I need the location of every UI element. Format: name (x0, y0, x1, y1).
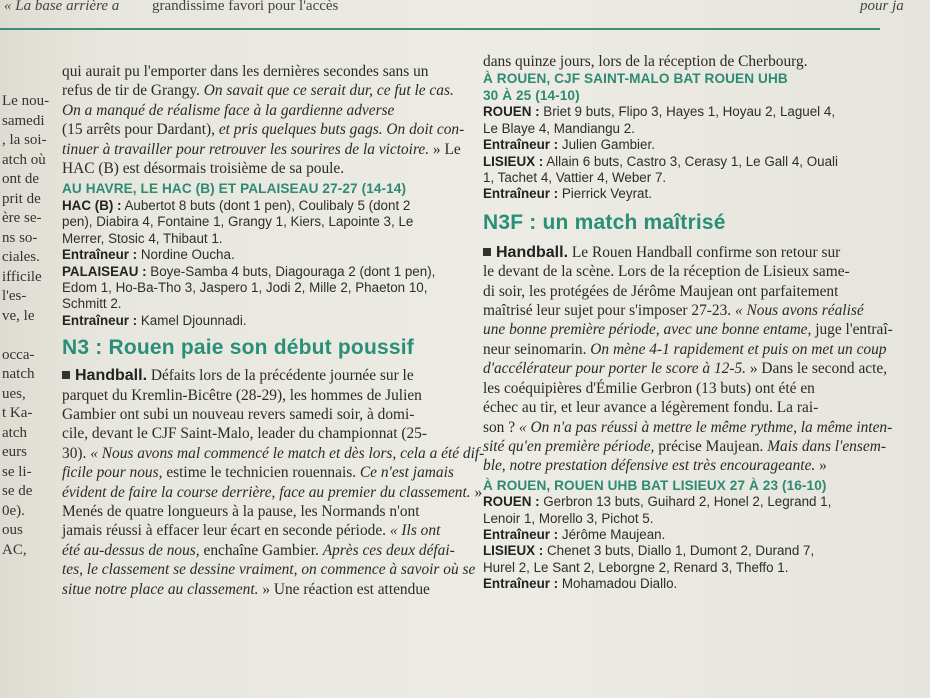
section-kicker (62, 367, 147, 384)
article-continuation (62, 62, 465, 178)
lineup-line (62, 296, 460, 312)
plain-text: Menés de quatre longueurs à la pause, les Normands n'ont (62, 503, 420, 521)
fragment-line: ère se- (2, 210, 42, 226)
plain-text: di soir, les protégées de Jérôme Maujean ont parfaitement (483, 282, 839, 300)
plain-text: Gerbron 13 buts, Guihard 2, Honel 2, Legrand 1, (539, 494, 832, 510)
plain-text: » (470, 483, 483, 501)
team-label: HAC (B) : (62, 197, 122, 213)
article-n3f-line (483, 262, 905, 281)
plain-text: Gambier ont subi un nouveau revers samedi soir, à domi- (62, 406, 415, 423)
section-kicker (483, 244, 568, 261)
article-n3f-line (483, 320, 905, 339)
plain-text: HAC (B) est désormais troisième de sa poule. (62, 160, 345, 178)
quote-text: Après ces deux défai- (322, 541, 455, 559)
quote-text: Ce n'est jamais (359, 464, 454, 482)
quote-text: « Ils ont (389, 522, 441, 540)
result-lineups-havre (62, 198, 460, 329)
quote-text: situe notre place au classement. (62, 580, 259, 598)
plain-text: 30). (62, 444, 91, 462)
headline-n3f: N3F : un match maîtrisé (483, 210, 726, 234)
fragment-line: atch où (2, 151, 46, 168)
kicker-square-icon (62, 371, 70, 379)
plain-text: Kamel Djounnadi. (137, 312, 247, 328)
top-strip (0, 0, 930, 30)
article-n3f-line (483, 243, 905, 262)
article-n3-line (62, 521, 460, 540)
section-rule (0, 28, 880, 30)
team-label: PALAISEAU : (62, 263, 147, 279)
article-continuation-right: dans quinze jours, lors de la réception de Cherbourg. (483, 53, 808, 70)
article-n3-line (62, 502, 460, 521)
article-n3-line (62, 424, 460, 443)
lineup-line (62, 214, 460, 230)
fragment-line: eurs (2, 444, 27, 460)
team-label: LISIEUX : (483, 153, 544, 169)
result-title-rouen-lisieux: À ROUEN, ROUEN UHB BAT LISIEUX 27 À 23 (16-10) (483, 477, 827, 493)
lineup-line (483, 104, 905, 120)
plain-text: Allain 6 buts, Castro 3, Cerasy 1, Le Gall 4, Ouali (543, 153, 839, 169)
fragment-line: ues, (2, 385, 26, 402)
team-label: Entraîneur : (483, 527, 559, 543)
team-label: ROUEN : (483, 104, 540, 120)
article-n3-line (62, 463, 460, 482)
plain-text: Schmitt 2. (62, 296, 122, 312)
article-n3-line (62, 580, 460, 599)
fragment-line: ifficile (2, 268, 42, 285)
plain-text: jamais réussi à effacer leur écart en seconde période. (62, 522, 390, 540)
article-n3f-line (483, 340, 905, 359)
lineup-line (62, 247, 460, 263)
top-strip-left-text: « La base arrière a (4, 0, 120, 14)
quote-text: ble, notre prestation défensive est très encourageante. (483, 457, 816, 475)
continuation-line (62, 81, 460, 100)
article-n3f-line (483, 359, 905, 378)
kicker-square-icon (483, 248, 491, 256)
right-article-column (483, 52, 905, 593)
quote-text: tinuer à travailler pour retrouver les sourires de la victoire. (62, 140, 430, 158)
kicker-label: Handball. (496, 243, 569, 261)
lineup-line (62, 280, 460, 296)
quote-text: été au-dessus de nous, (62, 541, 200, 559)
fragment-line: l'es- (2, 288, 27, 304)
article-n3-body (62, 366, 485, 599)
quote-text: Mais dans l'ensem- (767, 437, 886, 455)
plain-text: parquet du Kremlin-Bicêtre (28-29), les hommes de Julien (62, 386, 422, 404)
team-label: Entraîneur : (483, 137, 559, 153)
lineup-line (483, 527, 905, 543)
plain-text: enchaîne Gambier. (199, 541, 323, 559)
plain-text: » Une réaction est attendue (258, 580, 430, 598)
plain-text: Hurel 2, Le Sant 2, Leborgne 2, Renard 3, Theffo 1. (483, 559, 789, 575)
quote-text: tes, le classement se dessine vraiment, on commence à savoir où se (62, 561, 476, 579)
lineup-line (483, 186, 905, 202)
plain-text: Jérôme Maujean. (558, 527, 666, 543)
lineup-line (483, 543, 905, 559)
fragment-line: ous (2, 522, 23, 538)
plain-text: estime le technicien rouennais. (162, 464, 360, 482)
fragment-line: natch (2, 366, 35, 382)
fragment-line: ciales. (2, 249, 40, 265)
article-n3f-line (483, 282, 905, 301)
quote-text: « Nous avons réalisé (734, 302, 864, 320)
plain-text: qui aurait pu l'emporter dans les dernières secondes sans un (62, 63, 429, 80)
plain-text: » Le (429, 140, 461, 158)
fragment-line: occa- (2, 346, 35, 363)
fragment-line: samedi (2, 112, 45, 129)
fragment-line: , la soi- (2, 132, 47, 148)
plain-text: » Dans le second acte, (746, 360, 888, 378)
fragment-line: 0e). (2, 502, 25, 519)
article-n3f-line (483, 379, 905, 398)
lineup-line (483, 576, 905, 592)
left-column-fragments (2, 92, 49, 560)
fragment-line: se li- (2, 463, 32, 480)
lineup-line (62, 264, 460, 280)
article-n3-line (62, 366, 460, 385)
fragment-line: Le nou- (2, 93, 50, 109)
result-lineups-rouen-lisieux (483, 494, 905, 592)
plain-text: Nordine Oucha. (137, 247, 235, 263)
article-n3f-line (483, 456, 905, 475)
plain-text: neur seinomarin. (483, 340, 591, 358)
article-n3-line (62, 541, 460, 560)
article-n3f-line (483, 301, 905, 320)
plain-text: refus de tir de Grangy. (62, 82, 204, 100)
result-title-havre: AU HAVRE, LE HAC (B) ET PALAISEAU 27-27 (14-14) (62, 181, 407, 197)
fragment-line: atch (2, 424, 27, 441)
continuation-line (62, 159, 460, 178)
article-n3f-body (483, 243, 905, 476)
plain-text: Merrer, Stosic 4, Thibaut 1. (62, 230, 223, 246)
result-title-rouen-saint-malo (483, 71, 905, 104)
plain-text: Julien Gambier. (558, 137, 655, 153)
plain-text: son ? (483, 418, 519, 436)
fragment-line: ns so- (2, 229, 38, 246)
continuation-line (62, 140, 460, 159)
team-label: Entraîneur : (483, 576, 559, 592)
quote-text: sité qu'en première période, (483, 437, 655, 455)
plain-text: cile, devant le CJF Saint-Malo, leader du championnat (25- (62, 425, 428, 443)
plain-text: Le Blaye 4, Mandiangu 2. (483, 120, 635, 136)
quote-text: évident de faire la course derrière, face au premier du classement. (62, 483, 471, 501)
article-n3-line (62, 405, 460, 424)
plain-text: le devant de la scène. Lors de la réception de Lisieux same- (483, 263, 850, 281)
top-strip-middle-text: grandissime favori pour l'accès (152, 0, 339, 14)
team-label: Entraîneur : (62, 312, 138, 328)
continuation-line (62, 101, 460, 120)
plain-text: Le Rouen Handball confirme son retour sur (568, 243, 841, 261)
article-n3-line (62, 386, 460, 405)
quote-text: une bonne première période, avec une bonne entame, (483, 321, 812, 339)
quote-text: « Nous avons mal commencé le match et dès lors, cela a été dif- (90, 444, 485, 462)
plain-text: 1, Tachet 4, Vattier 4, Weber 7. (483, 170, 667, 186)
plain-text: échec au tir, et leur avance a légèrement fondu. La rai- (483, 399, 819, 417)
plain-text: Boye-Samba 4 buts, Diagouraga 2 (dont 1 pen), (146, 263, 436, 279)
quote-text: On mène 4-1 rapidement et puis on met un coup (590, 340, 887, 358)
lineup-line (62, 198, 460, 214)
quote-text: On savait que ce serait dur, ce fut le cas. (203, 82, 454, 100)
article-n3f-line (483, 437, 905, 456)
fragment-line: ont de (2, 171, 40, 187)
article-n3f-line (483, 418, 905, 437)
plain-text: maîtrisé leur sujet pour s'imposer 27-23. (483, 302, 735, 320)
result-title-line: 30 À 25 (14-10) (483, 87, 580, 103)
lineup-line (483, 170, 905, 186)
plain-text: Défaits lors de la précédente journée sur le (147, 367, 414, 385)
result-lineups-rouen-saint-malo (483, 104, 905, 202)
plain-text: précise Maujean. (654, 437, 768, 455)
plain-text: juge l'entraî- (811, 321, 893, 339)
top-strip-right-text: pour ja (860, 0, 904, 14)
lineup-line (62, 231, 460, 247)
team-label: LISIEUX : (483, 543, 544, 559)
plain-text: Aubertot 8 buts (dont 1 pen), Coulibaly 5 (dont 2 (121, 197, 411, 213)
fragment-line: se de (2, 483, 33, 499)
quote-text: « On n'a pas réussi à mettre le même rythme, la même inten- (518, 418, 893, 436)
lineup-line (483, 121, 905, 137)
plain-text: les coéquipières d'Émilie Gerbron (13 buts) ont été en (483, 379, 815, 397)
lineup-line (483, 154, 905, 170)
result-title-line: À ROUEN, CJF SAINT-MALO BAT ROUEN UHB (483, 71, 788, 87)
continuation-line (62, 62, 460, 81)
plain-text: Briet 9 buts, Flipo 3, Hayes 1, Hoyau 2, Laguel 4, (539, 104, 836, 120)
fragment-line: t Ka- (2, 405, 33, 421)
plain-text: Chenet 3 buts, Diallo 1, Dumont 2, Durand 7, (543, 543, 815, 559)
plain-text: Lenoir 1, Morello 3, Pichot 5. (483, 510, 654, 526)
plain-text: pen), Diabira 4, Fontaine 1, Grangy 1, Kiers, Lapointe 3, Le (62, 214, 414, 230)
team-label: Entraîneur : (62, 247, 138, 263)
article-n3f-line (483, 398, 905, 417)
plain-text: (15 arrêts pour Dardant), (62, 121, 219, 139)
fragment-line: prit de (2, 190, 41, 207)
lineup-line (483, 560, 905, 576)
continuation-line (62, 120, 465, 139)
lineup-line (483, 137, 905, 153)
plain-text: Edom 1, Ho-Ba-Tho 3, Jaspero 1, Jodi 2, Mille 2, Phaeton 10, (62, 279, 428, 295)
lineup-line (483, 494, 905, 510)
fragment-line: AC, (2, 541, 27, 558)
quote-text: ficile pour nous, (62, 464, 163, 482)
plain-text: Pierrick Veyrat. (558, 186, 652, 202)
team-label: ROUEN : (483, 494, 540, 510)
quote-text: et pris quelques buts gags. On doit con- (218, 121, 465, 139)
headline-n3: N3 : Rouen paie son début poussif (62, 336, 414, 360)
team-label: Entraîneur : (483, 186, 559, 202)
plain-text: » (815, 457, 827, 475)
kicker-label: Handball. (75, 367, 148, 385)
plain-text: Mohamadou Diallo. (558, 576, 678, 592)
quote-text: On a manqué de réalisme face à la gardienne adverse (62, 101, 395, 119)
quote-text: d'accélérateur pour porter le score à 12-5. (483, 360, 747, 378)
article-n3-line (62, 483, 483, 502)
fragment-line (2, 326, 49, 346)
fragment-line: ve, le (2, 307, 35, 324)
article-n3-line (62, 444, 485, 463)
article-n3-line (62, 560, 476, 579)
left-article-column (62, 62, 485, 599)
lineup-line (62, 313, 460, 329)
lineup-line (483, 511, 905, 527)
